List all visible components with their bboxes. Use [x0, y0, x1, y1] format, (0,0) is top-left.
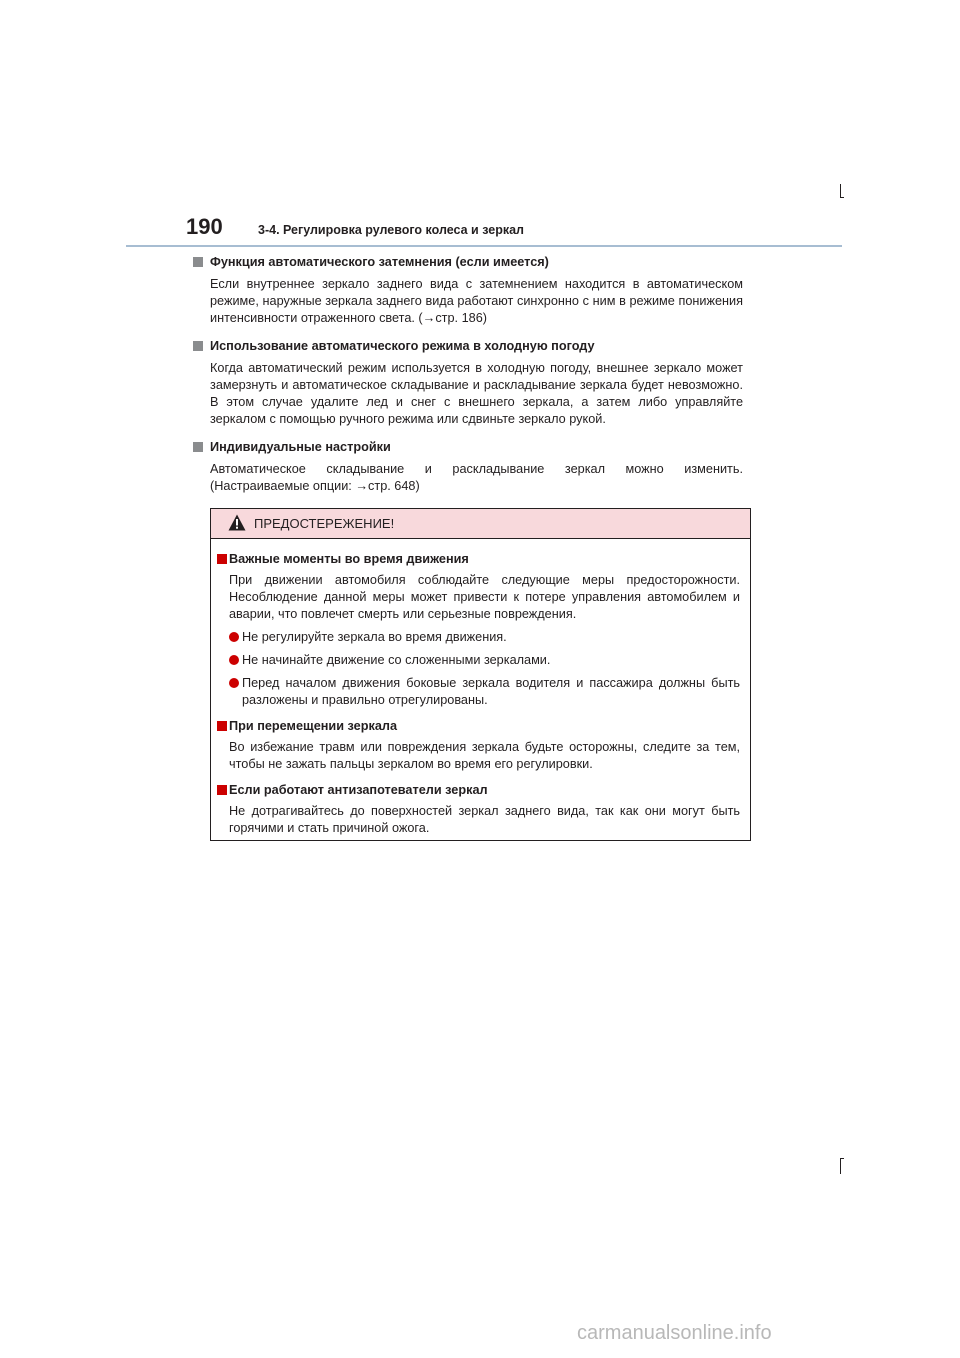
page-header [126, 216, 842, 246]
caution-text: Не дотрагивайтесь до поверхностей зеркал заднего вида, так как они могут быть горячими и стать причиной ожога. [229, 804, 740, 835]
red-square-icon [217, 785, 227, 795]
red-square-icon [217, 721, 227, 731]
caution-header [211, 509, 750, 539]
crop-mark-top-foot [840, 197, 844, 198]
red-square-icon [217, 554, 227, 564]
section-custom-settings [210, 437, 743, 495]
crop-mark-top [840, 184, 841, 198]
red-dot-icon [229, 655, 239, 665]
crop-mark-bottom [840, 1158, 841, 1174]
header-rule [126, 245, 842, 247]
caution-text: Во избежание травм или повреждения зеркала будьте осторожны, следите за тем, чтобы не зажать пальцы зеркалом во время его регулировки. [229, 740, 740, 771]
square-bullet-icon [193, 442, 203, 452]
caution-text: При движении автомобиля соблюдайте следующие меры предосторожности. Несоблюдение данной меры может привести к потере управления автомобилем и аварии, что повлечет смерть или серьезные повреждения. [229, 573, 740, 621]
caution-body [211, 539, 750, 837]
section-cold-weather [210, 336, 743, 428]
section-title: 3-4. Регулировка рулевого колеса и зеркал [258, 223, 524, 237]
section-heading: Индивидуальные настройки [192, 437, 743, 457]
caution-bullet: Не регулируйте зеркала во время движения. [217, 629, 740, 646]
warning-triangle-icon [228, 514, 246, 531]
caution-heading: Важные моменты во время движения [217, 549, 740, 569]
caution-bullet: Перед началом движения боковые зеркала водителя и пассажира должны быть разложены и правильно отрегулированы. [217, 675, 740, 709]
section-heading: Функция автоматического затемнения (если имеется) [192, 252, 743, 272]
section-paragraph: Когда автоматический режим используется в холодную погоду, внешнее зеркало может замерзнуть и автоматическое складывание и раскладывание зеркала будет невозможно. В этом случае удалите лед и снег с внешнего зеркала, а затем либо управляйте зеркалом с помощью ручного режима или сдвиньте зеркало рукой. [210, 361, 743, 426]
crop-mark-bottom-foot [840, 1158, 844, 1159]
caution-item-driving [217, 549, 740, 709]
square-bullet-icon [193, 257, 203, 267]
section-paragraph: Если внутреннее зеркало заднего вида с затемнением находится в автоматическом режиме, наружные зеркала заднего вида работают синхронно с ним в режиме понижения интенсивности отраженного света. (→стр. 186) [210, 277, 743, 325]
section-heading: Использование автоматического режима в холодную погоду [192, 336, 743, 356]
caution-item-moving-mirror [217, 716, 740, 773]
caution-bullet: Не начинайте движение со сложенными зеркалами. [217, 652, 740, 669]
caution-title: ПРЕДОСТЕРЕЖЕНИЕ! [254, 516, 395, 531]
watermark: carmanualsonline.info [577, 1322, 772, 1344]
red-dot-icon [229, 632, 239, 642]
page-number: 190 [186, 214, 223, 239]
square-bullet-icon [193, 341, 203, 351]
main-content [210, 252, 743, 504]
caution-heading: При перемещении зеркала [217, 716, 740, 736]
caution-heading: Если работают антизапотеватели зеркал [217, 780, 740, 800]
section-paragraph: Автоматическое складывание и раскладывание зеркал можно изменить. (Настраиваемые опции: →стр. 648) [210, 462, 743, 493]
red-dot-icon [229, 678, 239, 688]
caution-box [210, 508, 751, 841]
caution-item-defoggers [217, 780, 740, 837]
section-auto-dimming [210, 252, 743, 327]
